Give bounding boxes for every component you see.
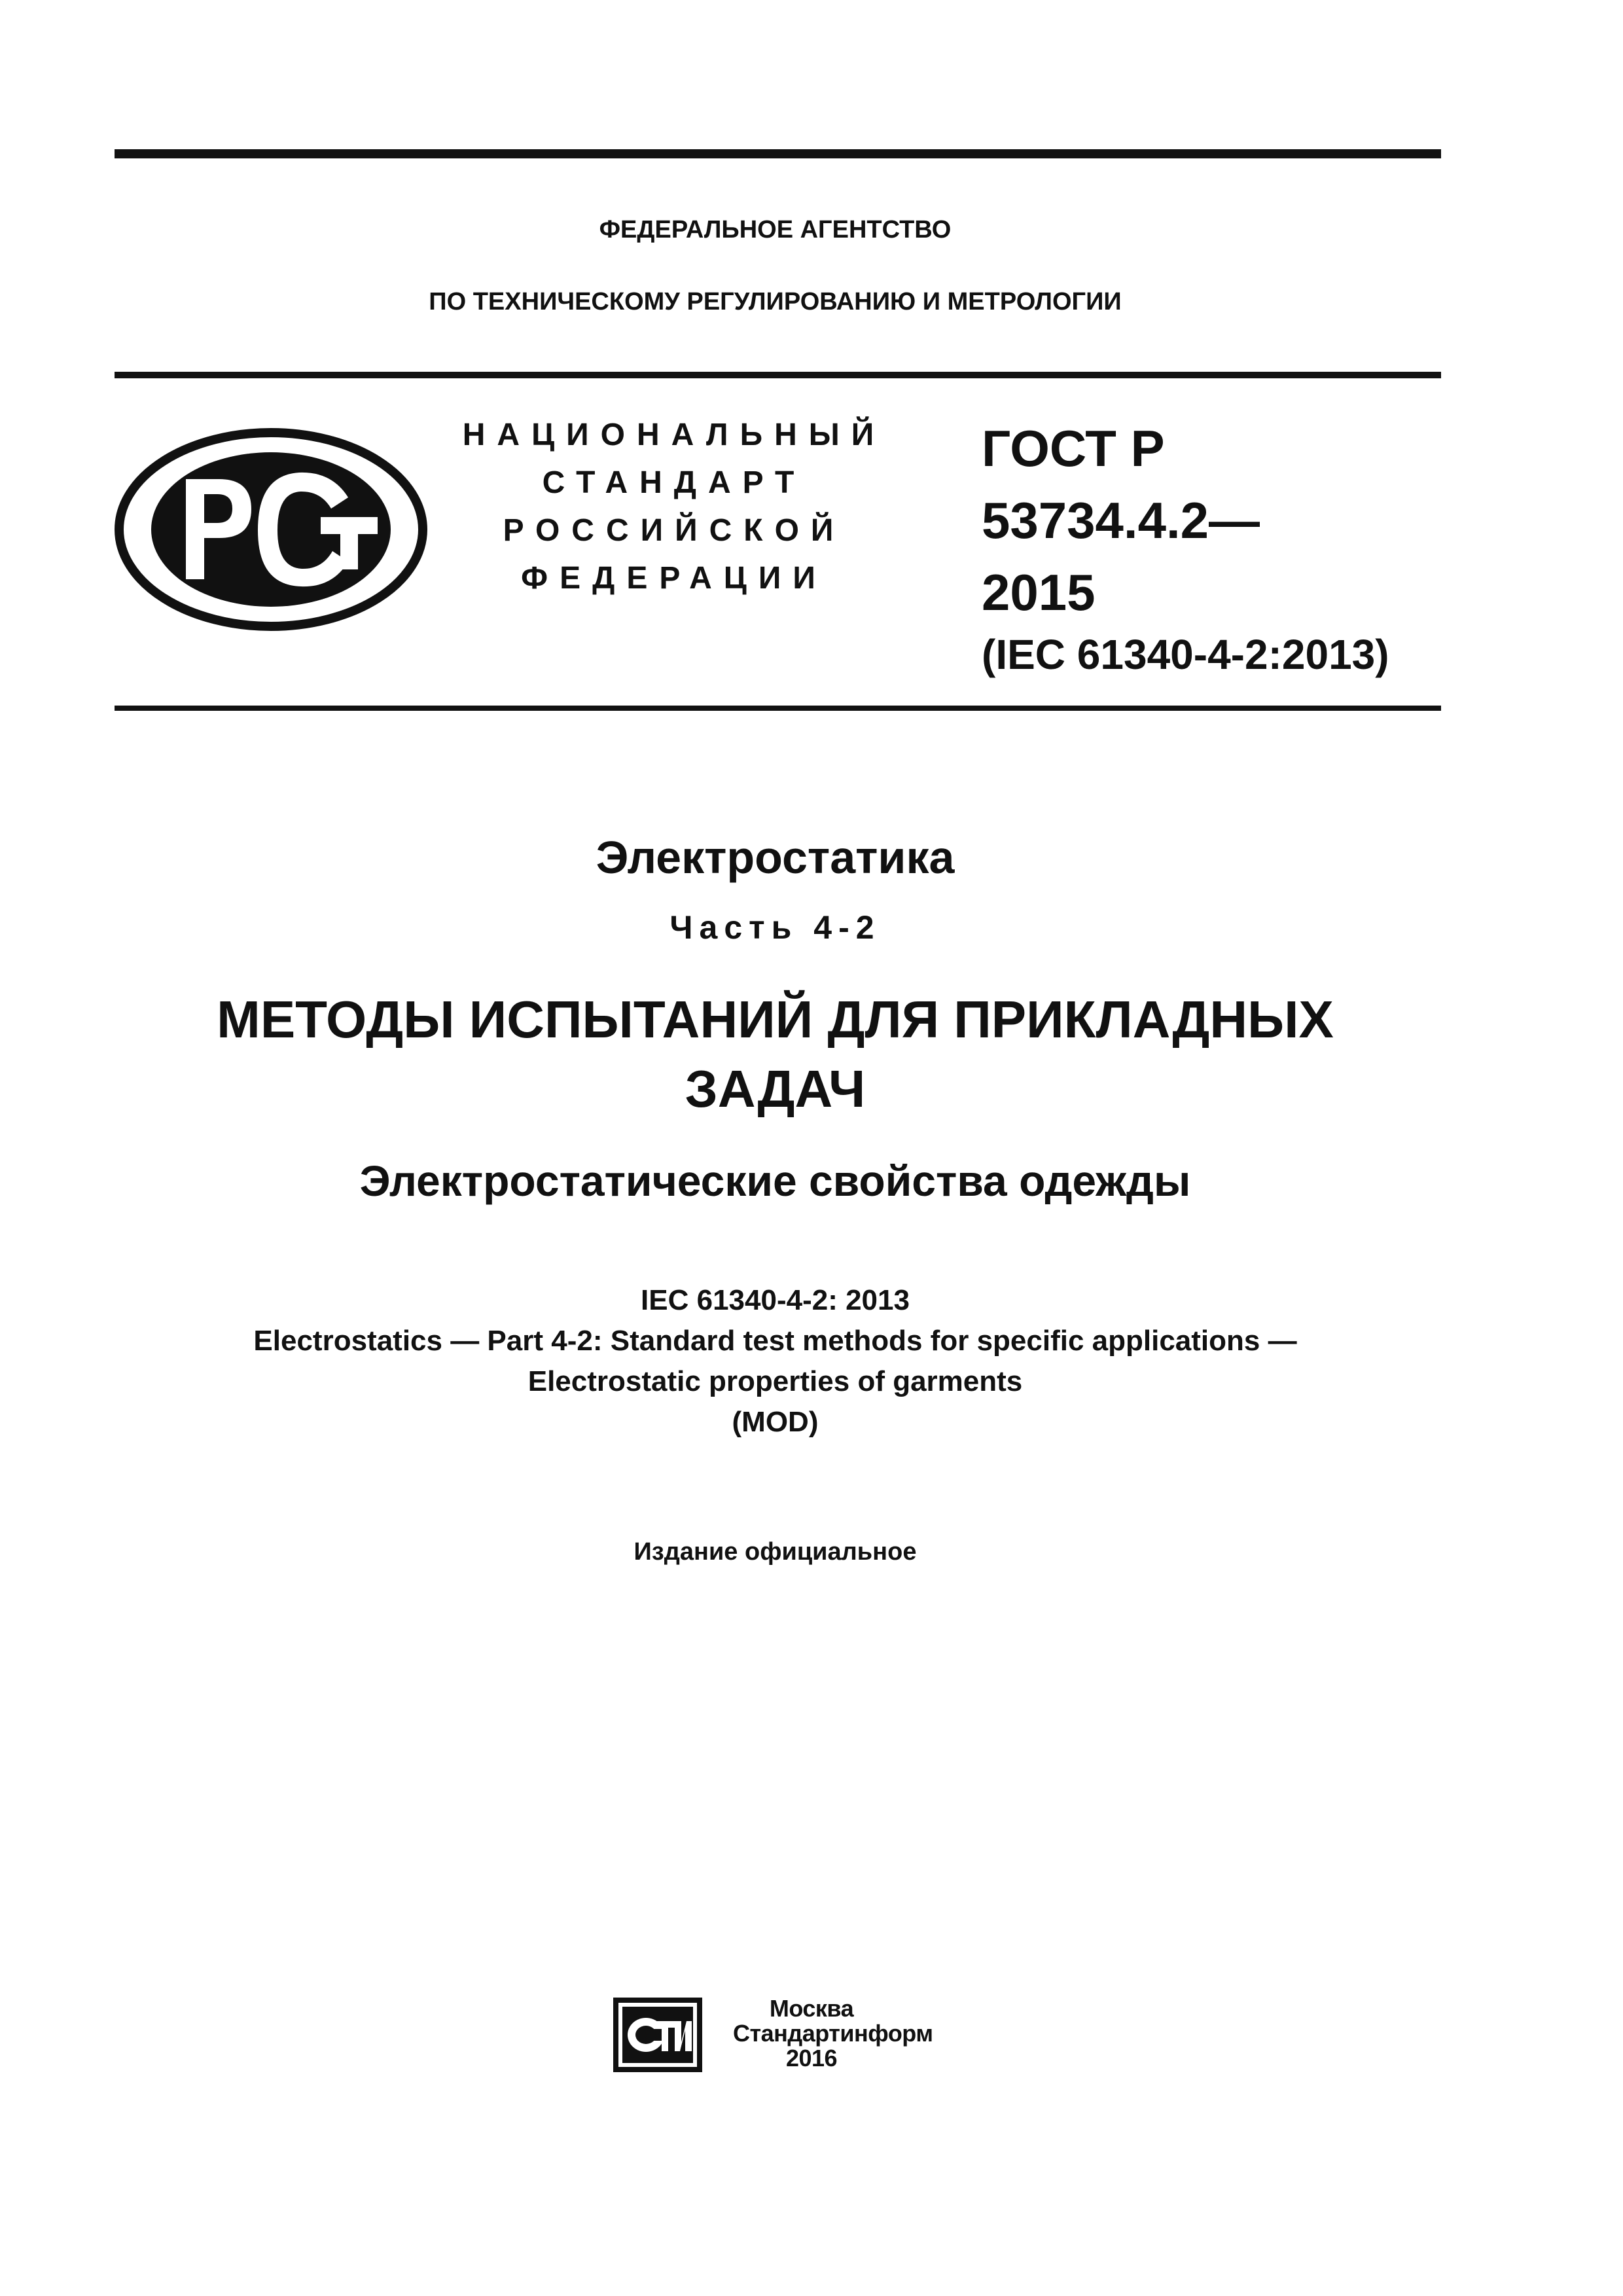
- reference-line-3: Electrostatic properties of garments: [527, 1365, 1023, 1397]
- national-standard-label: [425, 411, 923, 602]
- publisher-block: [733, 1995, 933, 2072]
- heading-line-1: МЕТОДЫ ИСПЫТАНИЙ ДЛЯ ПРИКЛАДНЫХ: [217, 990, 1334, 1049]
- national-line-1: НАЦИОНАЛЬНЫЙ: [462, 418, 886, 452]
- agency-line-2: ПО ТЕХНИЧЕСКОМУ РЕГУЛИРОВАНИЮ И МЕТРОЛОГИИ: [429, 288, 1122, 315]
- publisher-name: Стандартинформ: [733, 2020, 933, 2047]
- standartinform-logo-icon: [612, 1996, 704, 2073]
- national-line-2: СТАНДАРТ: [542, 465, 806, 500]
- subtitle: Электростатические свойства одежды: [359, 1157, 1191, 1205]
- reference-line-4: (MOD): [732, 1406, 819, 1438]
- national-line-4: ФЕДЕРАЦИИ: [521, 561, 827, 596]
- rst-certification-logo-icon: [113, 425, 430, 634]
- upper-block-rule: [115, 372, 1441, 378]
- top-rule: [115, 149, 1441, 158]
- iec-designation: (IEC 61340-4-2:2013): [982, 631, 1389, 678]
- standard-designation: [982, 412, 1453, 681]
- agency-line-1: ФЕДЕРАЛЬНОЕ АГЕНТСТВО: [599, 216, 952, 243]
- designation-line-1: ГОСТ Р: [982, 420, 1165, 477]
- reference-line-1: IEC 61340-4-2: 2013: [641, 1284, 910, 1316]
- main-title: Электростатика: [596, 832, 955, 883]
- designation-line-3: 2015: [982, 564, 1096, 621]
- heading-line-2: ЗАДАЧ: [685, 1060, 866, 1118]
- national-line-3: РОССИЙСКОЙ: [503, 513, 846, 548]
- reference-line-2: Electrostatics — Part 4-2: Standard test methods for specific applications —: [253, 1325, 1297, 1357]
- publisher-year: 2016: [785, 2045, 838, 2072]
- part-label: Часть 4-2: [669, 909, 881, 946]
- lower-block-rule: [115, 706, 1441, 711]
- publisher-city: Москва: [769, 1995, 854, 2022]
- designation-line-2: 53734.4.2—: [982, 492, 1260, 549]
- edition-label: Издание официальное: [633, 1538, 917, 1566]
